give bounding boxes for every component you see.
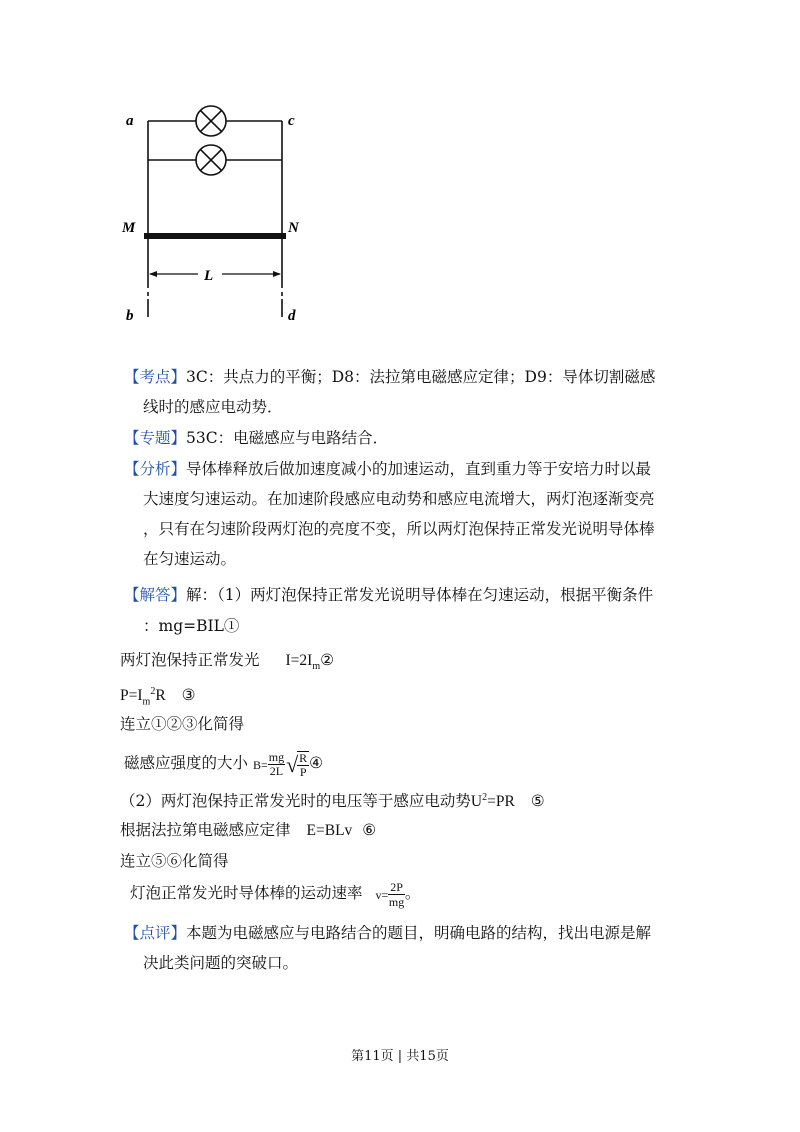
velocity-formula: v= $\frac{2P}{mg}$ xyxy=(375,880,405,910)
mark-4: ④ xyxy=(309,754,324,772)
fenxi-tag: 【分析】 xyxy=(124,460,187,478)
mark-2: ② xyxy=(320,651,335,669)
dianping-text-1: 本题为电磁感应与电路结合的题目，明确电路的结构，找出电源是解 xyxy=(186,924,652,942)
zhuanti-tag: 【专题】 xyxy=(124,429,187,447)
dianping-line-1 xyxy=(0,921,800,945)
jieda-line-10-text: 灯泡正常发光时导体棒的运动速率 xyxy=(130,884,363,902)
jieda-line-3 xyxy=(0,648,800,679)
power-equation: $P=I_m^2R$ ③ xyxy=(120,686,196,708)
fenxi-line-1 xyxy=(0,457,800,481)
fenxi-text-1: 导体棒释放后做加速度减小的加速运动，直到重力等于安培力时以最 xyxy=(186,460,652,478)
page-footer: 第11页 | 共15页 xyxy=(351,1049,449,1064)
jieda-line-2: ：mg=BIL① xyxy=(143,617,240,635)
jieda-line-5: 连立①②③化简得 xyxy=(120,715,245,733)
zhuanti-text: 53C：电磁感应与电路结合． xyxy=(186,429,389,447)
mark-6: ⑥ xyxy=(362,821,377,839)
jieda-line-8-text: 根据法拉第电磁感应定律 xyxy=(120,821,291,839)
jieda-line-7-text: （2）两灯泡保持正常发光时的电压等于感应电动势 xyxy=(120,792,471,811)
jieda-line-8 xyxy=(0,818,800,843)
jieda-line-6-text: 磁感应强度的大小 xyxy=(124,754,249,772)
jieda-line-3-text: 两灯泡保持正常发光 xyxy=(120,651,260,669)
label-M: M xyxy=(122,220,136,236)
jieda-text-1: 解：（1）两灯泡保持正常发光说明导体棒在匀速运动，根据平衡条件 xyxy=(186,586,654,604)
kaodian-tag: 【考点】 xyxy=(124,368,187,386)
jieda-line-9: 连立⑤⑥化简得 xyxy=(120,852,229,870)
fenxi-line-2: 大速度匀速运动。在加速阶段感应电动势和感应电流增大，两灯泡逐渐变亮 xyxy=(143,490,655,508)
lamp-2-icon xyxy=(196,145,226,175)
lamp-1-icon xyxy=(196,106,226,136)
mark-3: ③ xyxy=(181,687,196,705)
emf-equation: E=BLv xyxy=(306,822,353,839)
label-L: L xyxy=(204,268,214,284)
kaodian-text-1: 3C：共点力的平衡；D8：法拉第电磁感应定律；D9：导体切割磁感 xyxy=(186,368,656,386)
current-equation: $I=2I_m$ xyxy=(285,652,321,673)
jieda-line-6 xyxy=(0,747,800,781)
label-d: d xyxy=(288,308,296,324)
jieda-line-10: 灯泡正常发光时导体棒的运动速率 v= $\frac{2P}{mg}$ 。 xyxy=(0,876,800,912)
label-b: b xyxy=(126,308,134,324)
dianping-tag: 【点评】 xyxy=(124,924,187,942)
jieda-tag: 【解答】 xyxy=(124,586,187,604)
jieda-line-7 xyxy=(0,786,800,814)
label-a: a xyxy=(126,113,134,129)
kaodian-line-1 xyxy=(0,365,800,389)
dianping-line-2: 决此类问题的突破口。 xyxy=(143,954,299,972)
circuit-diagram xyxy=(118,92,318,332)
jieda-line-1 xyxy=(0,583,800,607)
label-c: c xyxy=(288,113,295,129)
fenxi-line-4: 在匀速运动。 xyxy=(143,550,237,568)
magnetic-field-formula: B= $\frac{mg}{2L}$ √ $\frac{R}{P}$ xyxy=(252,750,308,779)
zhuanti-line xyxy=(0,426,800,450)
mark-5: ⑤ xyxy=(530,792,545,811)
voltage-equation: $U^2=PR$ xyxy=(470,792,515,811)
label-N: N xyxy=(288,220,299,236)
conductor-bar xyxy=(144,233,286,239)
length-arrow xyxy=(149,271,281,277)
fenxi-line-3: ，只有在匀速阶段两灯泡的亮度不变，所以两灯泡保持正常发光说明导体棒 xyxy=(143,520,655,538)
kaodian-line-2: 线时的感应电动势． xyxy=(143,398,283,416)
